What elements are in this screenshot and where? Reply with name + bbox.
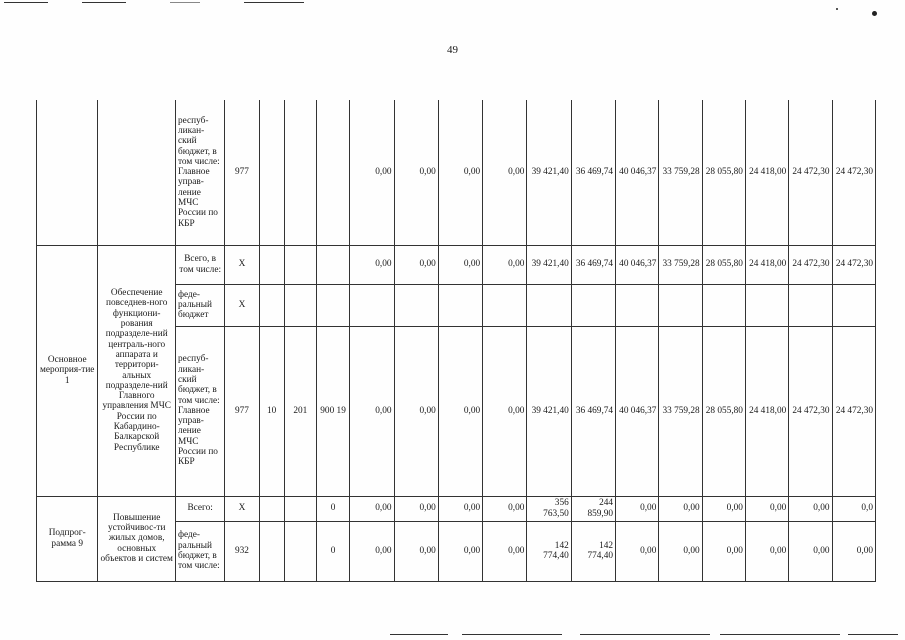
value-cell xyxy=(659,284,702,326)
funding-source-cell: Всего: xyxy=(175,496,224,521)
value-cell: 0,00 xyxy=(832,521,875,581)
scan-dot xyxy=(836,8,838,10)
value-cell: 24 418,00 xyxy=(745,100,788,245)
value-cell: 356 763,50 xyxy=(527,496,571,521)
page-number: 49 xyxy=(447,44,458,56)
funding-source-cell: респуб-ликан-ский бюджет, в том числе: Главное управ-ление МЧС России по КБР xyxy=(175,326,224,496)
value-cell: 40 046,37 xyxy=(616,326,659,496)
csr-cell xyxy=(316,245,349,284)
value-cell: 24 472,30 xyxy=(832,326,875,496)
scan-mark xyxy=(848,634,898,635)
status-cell: Основное мероприя-тие 1 xyxy=(37,245,98,496)
rz-cell xyxy=(259,100,284,245)
value-cell: 36 469,74 xyxy=(571,326,615,496)
value-cell: 24 472,30 xyxy=(832,245,875,284)
grbs-cell: X xyxy=(225,245,259,284)
value-cell: 0,00 xyxy=(350,100,394,245)
value-cell: 0,00 xyxy=(350,496,394,521)
budget-table xyxy=(36,100,876,582)
csr-cell xyxy=(316,284,349,326)
scan-mark xyxy=(720,634,840,635)
value-cell: 0,00 xyxy=(616,496,659,521)
value-cell: 24 418,00 xyxy=(745,326,788,496)
grbs-cell: X xyxy=(225,284,259,326)
value-cell xyxy=(789,284,832,326)
pr-cell xyxy=(284,284,316,326)
value-cell: 24 472,30 xyxy=(789,245,832,284)
value-cell: 142 774,40 xyxy=(571,521,615,581)
scan-mark xyxy=(82,2,126,3)
value-cell: 0,00 xyxy=(350,326,394,496)
value-cell xyxy=(745,284,788,326)
value-cell: 0,0 xyxy=(832,496,875,521)
value-cell: 33 759,28 xyxy=(659,245,702,284)
status-cell: Подпрог-рамма 9 xyxy=(37,496,98,581)
funding-source-cell: феде-ральный бюджет xyxy=(175,284,224,326)
value-cell: 24 472,30 xyxy=(789,100,832,245)
value-cell: 0,00 xyxy=(483,521,527,581)
value-cell: 36 469,74 xyxy=(571,245,615,284)
value-cell xyxy=(702,284,745,326)
value-cell: 28 055,80 xyxy=(702,245,745,284)
value-cell: 0,00 xyxy=(394,326,438,496)
pr-cell xyxy=(284,100,316,245)
value-cell xyxy=(394,284,438,326)
value-cell: 0,00 xyxy=(438,496,482,521)
value-cell: 24 472,30 xyxy=(789,326,832,496)
value-cell xyxy=(438,284,482,326)
scan-dot xyxy=(872,11,877,16)
value-cell xyxy=(571,284,615,326)
value-cell: 0,00 xyxy=(616,521,659,581)
rz-cell xyxy=(259,521,284,581)
value-cell: 0,00 xyxy=(394,100,438,245)
csr-cell xyxy=(316,100,349,245)
value-cell: 0,00 xyxy=(438,326,482,496)
measure-name-cell: Повышение устойчивос-ти жилых домов, основных объектов и систем xyxy=(98,496,176,581)
pr-cell xyxy=(284,496,316,521)
value-cell: 142 774,40 xyxy=(527,521,571,581)
value-cell: 0,00 xyxy=(745,521,788,581)
rz-cell xyxy=(259,245,284,284)
value-cell: 0,00 xyxy=(394,496,438,521)
scan-mark xyxy=(580,634,710,635)
value-cell: 40 046,37 xyxy=(616,245,659,284)
value-cell: 24 418,00 xyxy=(745,245,788,284)
csr-cell: 900 19 xyxy=(316,326,349,496)
grbs-cell: 977 xyxy=(225,326,259,496)
value-cell: 0,00 xyxy=(483,496,527,521)
funding-source-cell: респуб-ликан-ский бюджет, в том числе: Главное управ-ление МЧС России по КБР xyxy=(175,100,224,245)
value-cell xyxy=(483,284,527,326)
status-cell xyxy=(37,100,98,245)
grbs-cell: 977 xyxy=(225,100,259,245)
scan-mark xyxy=(4,2,48,3)
value-cell: 0,00 xyxy=(702,496,745,521)
value-cell: 0,00 xyxy=(350,245,394,284)
value-cell: 0,00 xyxy=(483,100,527,245)
measure-name-cell: Обеспечение повседнев-ного функциони-рования подразделе-ний централь-ного аппарата и территори-альных подразделе-ний Главного управления МЧС России по Кабардино-Балкарской Республике xyxy=(98,245,176,496)
value-cell xyxy=(832,284,875,326)
value-cell: 0,00 xyxy=(483,326,527,496)
scan-mark xyxy=(170,2,200,3)
table-row xyxy=(37,496,876,521)
rz-cell: 10 xyxy=(259,326,284,496)
value-cell: 28 055,80 xyxy=(702,326,745,496)
measure-name-cell xyxy=(98,100,176,245)
csr-cell: 0 xyxy=(316,521,349,581)
value-cell: 0,00 xyxy=(659,496,702,521)
scan-mark xyxy=(390,634,448,635)
value-cell xyxy=(527,284,571,326)
value-cell: 0,00 xyxy=(702,521,745,581)
rz-cell xyxy=(259,496,284,521)
funding-source-cell: Всего, в том числе: xyxy=(175,245,224,284)
pr-cell xyxy=(284,245,316,284)
value-cell: 0,00 xyxy=(394,521,438,581)
value-cell: 244 859,90 xyxy=(571,496,615,521)
value-cell: 0,00 xyxy=(394,245,438,284)
value-cell: 36 469,74 xyxy=(571,100,615,245)
value-cell: 0,00 xyxy=(350,521,394,581)
scan-mark xyxy=(462,634,562,635)
pr-cell xyxy=(284,521,316,581)
rz-cell xyxy=(259,284,284,326)
value-cell: 39 421,40 xyxy=(527,100,571,245)
value-cell: 39 421,40 xyxy=(527,245,571,284)
value-cell: 33 759,28 xyxy=(659,100,702,245)
value-cell: 0,00 xyxy=(483,245,527,284)
value-cell: 28 055,80 xyxy=(702,100,745,245)
csr-cell: 0 xyxy=(316,496,349,521)
value-cell xyxy=(350,284,394,326)
value-cell: 0,00 xyxy=(789,496,832,521)
value-cell: 24 472,30 xyxy=(832,100,875,245)
grbs-cell: 932 xyxy=(225,521,259,581)
value-cell: 39 421,40 xyxy=(527,326,571,496)
value-cell: 33 759,28 xyxy=(659,326,702,496)
value-cell: 0,00 xyxy=(659,521,702,581)
value-cell: 40 046,37 xyxy=(616,100,659,245)
pr-cell: 201 xyxy=(284,326,316,496)
value-cell: 0,00 xyxy=(745,496,788,521)
value-cell: 0,00 xyxy=(438,521,482,581)
value-cell: 0,00 xyxy=(438,245,482,284)
grbs-cell: X xyxy=(225,496,259,521)
value-cell: 0,00 xyxy=(789,521,832,581)
table-row xyxy=(37,245,876,284)
scan-mark xyxy=(244,2,304,3)
value-cell: 0,00 xyxy=(438,100,482,245)
funding-source-cell: феде-ральный бюджет, в том числе: xyxy=(175,521,224,581)
table-row xyxy=(37,100,876,245)
value-cell xyxy=(616,284,659,326)
